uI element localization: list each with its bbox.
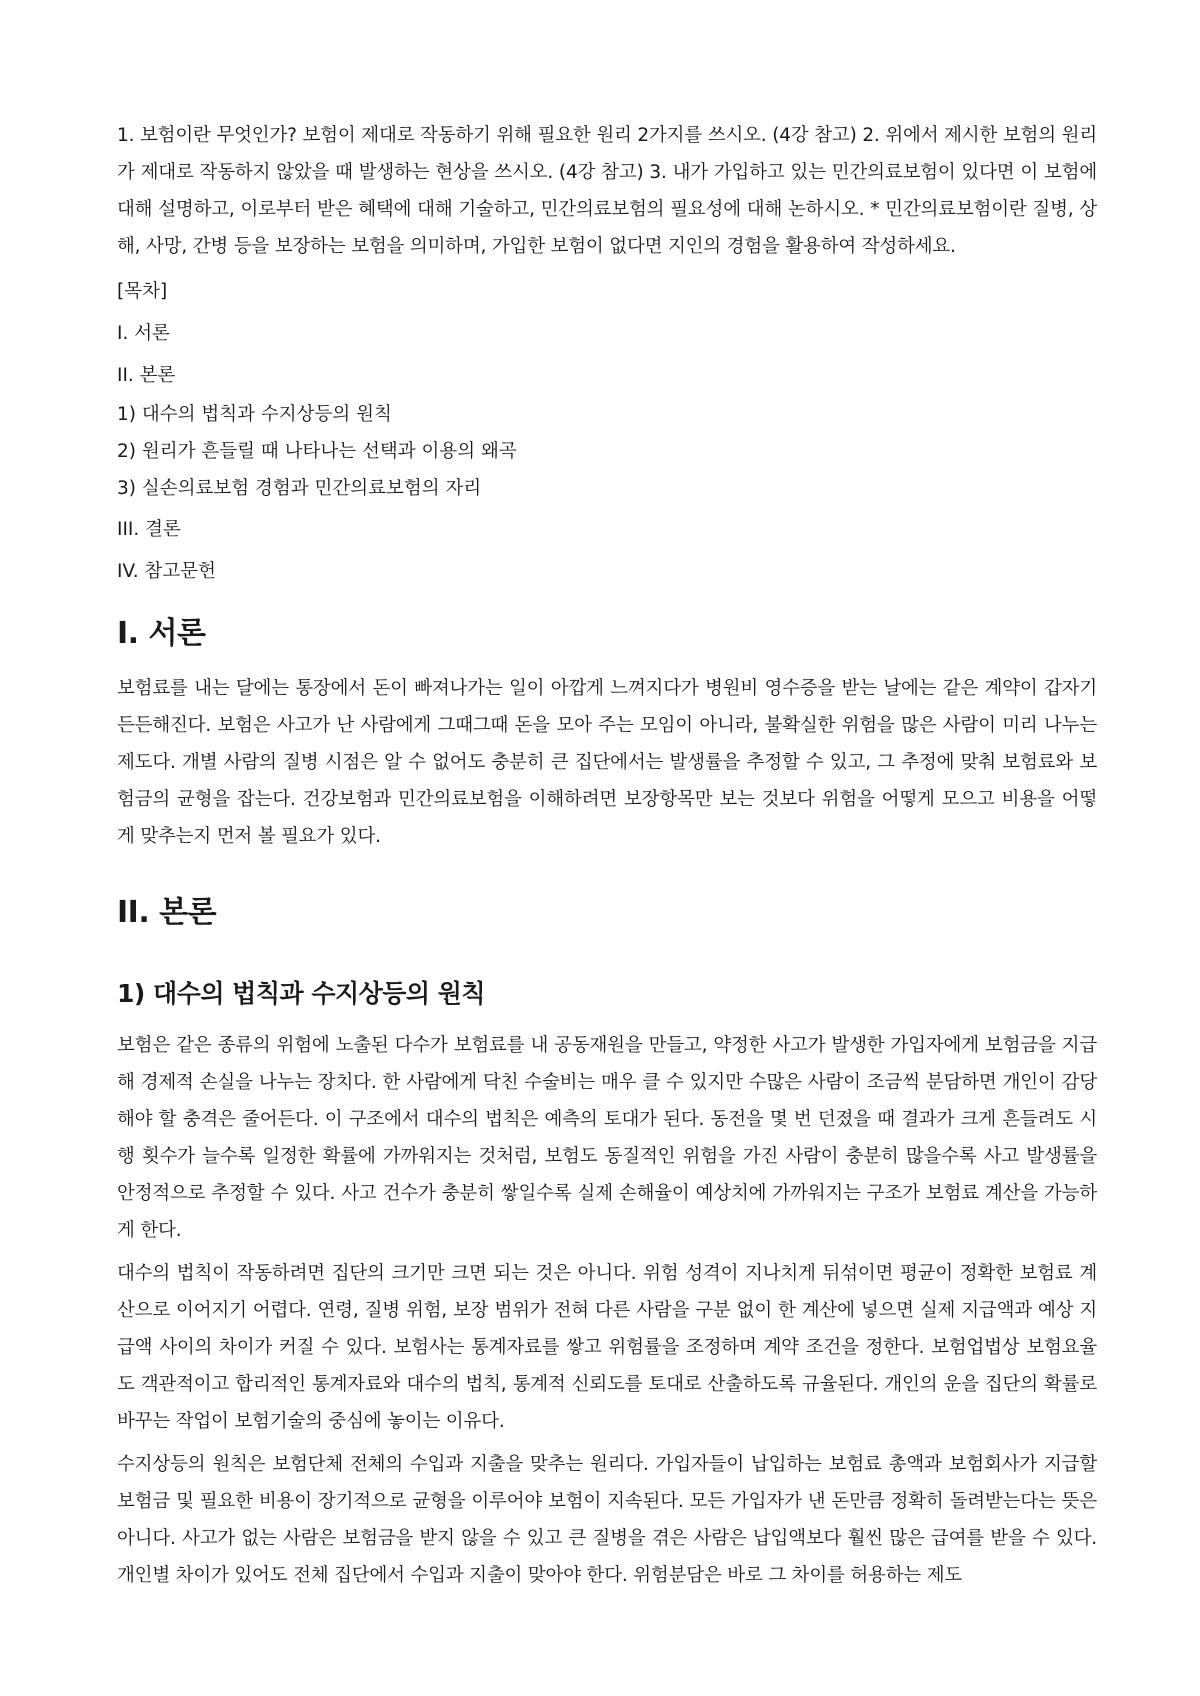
toc-subitem-1: 1) 대수의 법칙과 수지상등의 원칙 [117,404,392,425]
table-of-contents [117,273,1097,590]
subsection-1-paragraph-2: 대수의 법칙이 작동하려면 집단의 크기만 크면 되는 것은 아니다. 위험 성격이 지나치게 뒤섞이면 평균이 정확한 보험료 계산으로 이어지기 어렵다. 연령, 질병 위험, 보장 범위가 전혀 다른 사람을 구분 없이 한 계산에 넣으면 실제 지급액과 예상 지급액 사이의 차이가 커질 수 있다. 보험사는 통계자료를 쌓고 위험률을 조정하며 계약 조건을 정한다. 보험업법상 보험요율도 객관적이고 합리적인 통계자료와 대수의 법칙, 통계적 신뢰도를 토대로 산출하도록 규율된다. 개인의 운을 집단의 확률로 바꾸는 작업이 보험기술의 중심에 놓이는 이유다. [117,1263,1097,1432]
subsection-1-paragraph-3: 수지상등의 원칙은 보험단체 전체의 수입과 지출을 맞추는 원리다. 가입자들이 납입하는 보험료 총액과 보험회사가 지급할 보험금 및 필요한 비용이 장기적으로 균형을 이루어야 보험이 지속된다. 모든 가입자가 낸 돈만큼 정확히 돌려받는다는 뜻은 아니다. 사고가 없는 사람은 보험금을 받지 않을 수 있고 큰 질병을 겪은 사람은 납입액보다 훨씬 많은 급여를 받을 수 있다. 개인별 차이가 있어도 전체 집단에서 수입과 지출이 맞아야 한다. 위험분담은 바로 그 차이를 허용하는 제도 [117,1454,1097,1586]
toc-item-body: II. 본론 [117,365,176,386]
section-heading-body: II. 본론 [117,895,217,930]
subsection-1-paragraph-1: 보험은 같은 종류의 위험에 노출된 다수가 보험료를 내 공동재원을 만들고, 약정한 사고가 발생한 가입자에게 보험금을 지급해 경제적 손실을 나누는 장치다. 한 사람에게 닥친 수술비는 매우 클 수 있지만 수많은 사람이 조금씩 분담하면 개인이 감당해야 할 충격은 줄어든다. 이 구조에서 대수의 법칙은 예측의 토대가 된다. 동전을 몇 번 던졌을 때 결과가 크게 흔들려도 시행 횟수가 늘수록 일정한 확률에 가까워지는 것처럼, 보험도 동질적인 위험을 가진 사람이 충분히 많을수록 사고 발생률을 안정적으로 추정할 수 있다. 사고 건수가 충분히 쌓일수록 실제 손해율이 예상치에 가까워지는 구조가 보험료 계산을 가능하게 한다. [117,1035,1097,1241]
toc-item-conclusion: III. 결론 [117,519,181,540]
toc-sublist [117,396,1097,507]
toc-item-references: IV. 참고문헌 [117,561,216,582]
toc-title: [목차] [117,281,168,302]
document-page [117,117,1097,1594]
toc-item-intro: I. 서론 [117,323,170,344]
toc-subitem-2: 2) 원리가 흔들릴 때 나타나는 선택과 이용의 왜곡 [117,441,517,462]
subsection-heading-1: 1) 대수의 법칙과 수지상등의 원칙 [117,979,486,1008]
toc-subitem-3: 3) 실손의료보험 경험과 민간의료보험의 자리 [117,478,482,499]
assignment-prompt: 1. 보험이란 무엇인가? 보험이 제대로 작동하기 위해 필요한 원리 2가지를 쓰시오. (4강 참고) 2. 위에서 제시한 보험의 원리가 제대로 작동하지 않았을 때 발생하는 현상을 쓰시오. (4강 참고) 3. 내가 가입하고 있는 민간의료보험이 있다면 이 보험에 대해 설명하고, 이로부터 받은 혜택에 대해 기술하고, 민간의료보험의 필요성에 대해 논하시오. * 민간의료보험이란 질병, 상해, 사망, 간병 등을 보장하는 보험을 의미하며, 가입한 보험이 없다면 지인의 경험을 활용하여 작성하세요. [117,125,1097,257]
section-heading-introduction: I. 서론 [117,616,206,651]
introduction-paragraph: 보험료를 내는 달에는 통장에서 돈이 빠져나가는 일이 아깝게 느껴지다가 병원비 영수증을 받는 날에는 같은 계약이 갑자기 든든해진다. 보험은 사고가 난 사람에게 그때그때 돈을 모아 주는 모임이 아니라, 불확실한 위험을 많은 사람이 미리 나누는 제도다. 개별 사람의 질병 시점은 알 수 없어도 충분히 큰 집단에서는 발생률을 추정할 수 있고, 그 추정에 맞춰 보험료와 보험금의 균형을 잡는다. 건강보험과 민간의료보험을 이해하려면 보장항목만 보는 것보다 위험을 어떻게 모으고 비용을 어떻게 맞추는지 먼저 볼 필요가 있다. [117,678,1097,847]
